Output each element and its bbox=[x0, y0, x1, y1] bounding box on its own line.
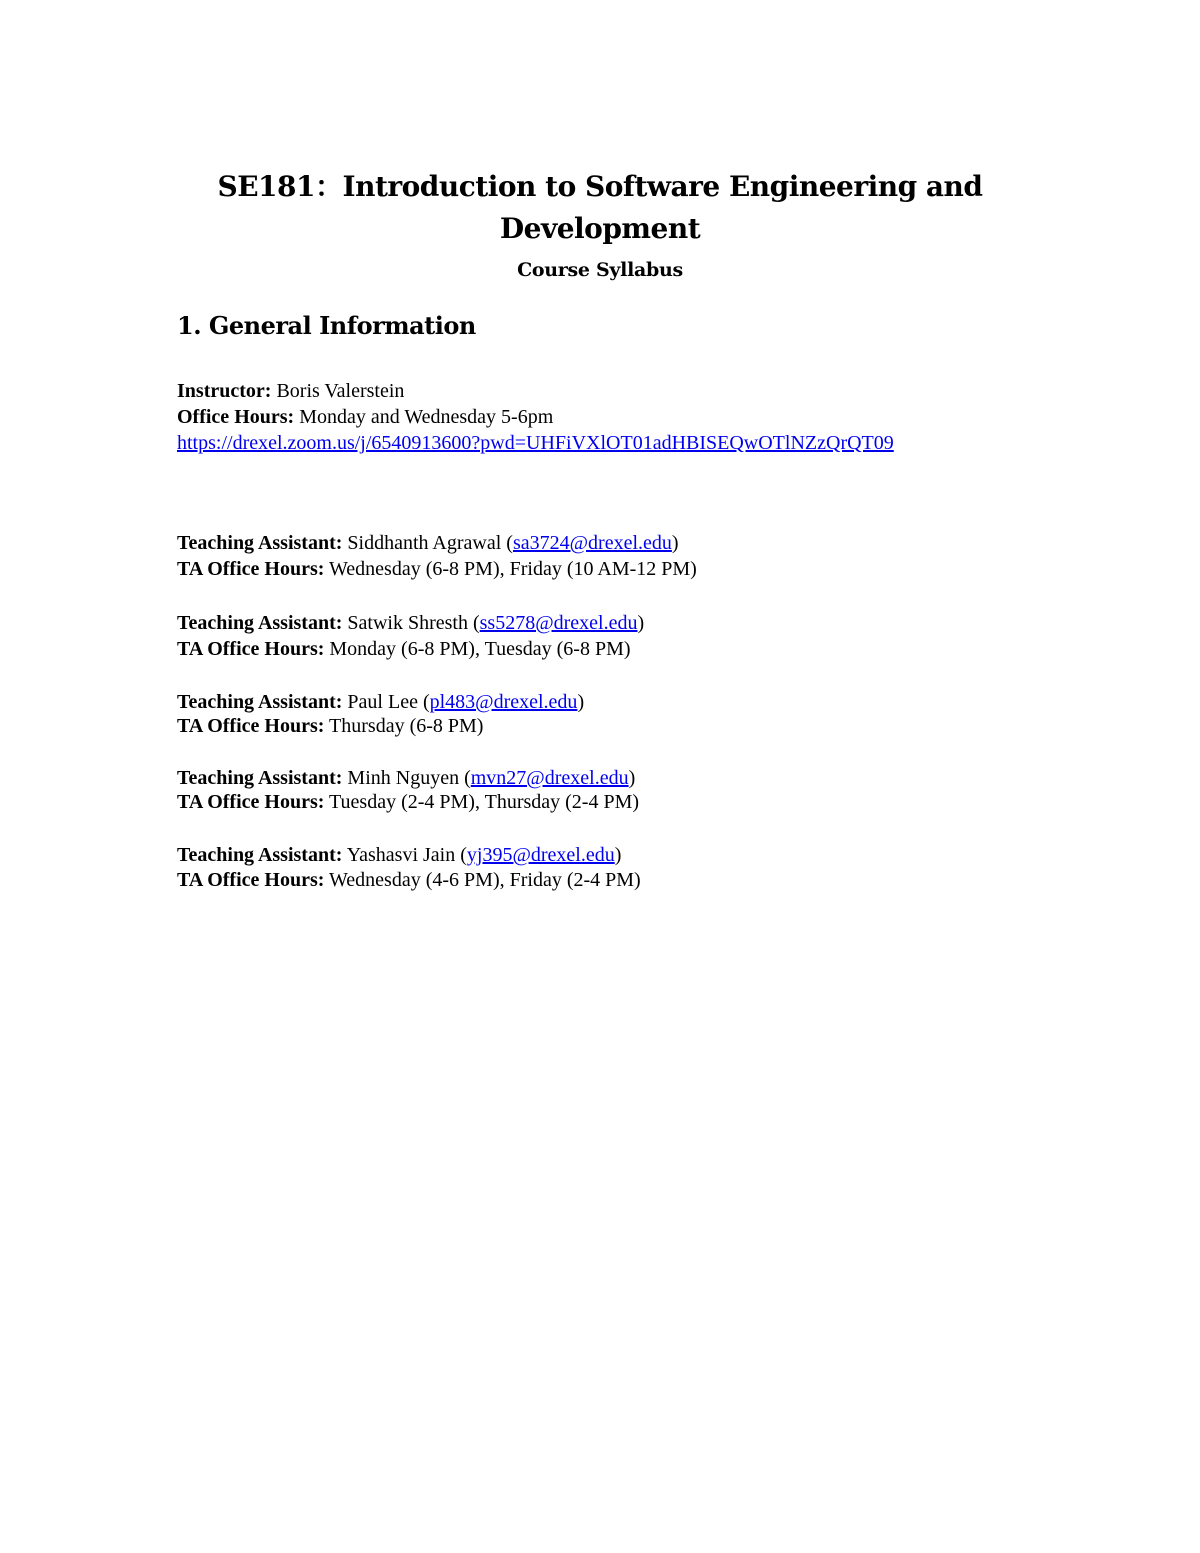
section-heading-general-information: 1. General Information bbox=[177, 311, 476, 340]
document-title-line-1: SE181：Introduction to Software Engineering and bbox=[217, 170, 983, 203]
ta-hours-value: Monday (6-8 PM), Tuesday (6-8 PM) bbox=[329, 638, 631, 660]
ta-line bbox=[177, 610, 644, 636]
office-hours-value: Monday and Wednesday 5-6pm bbox=[299, 406, 554, 428]
ta-hours-line bbox=[177, 867, 641, 893]
instructor-name: Boris Valerstein bbox=[276, 380, 405, 402]
ta-name: Minh Nguyen ( bbox=[347, 767, 471, 789]
ta-name: Yashasvi Jain ( bbox=[346, 844, 467, 866]
ta-name-suffix: ) bbox=[637, 612, 645, 634]
ta-name-suffix: ) bbox=[671, 532, 679, 554]
ta-email-link[interactable]: pl483@drexel.edu bbox=[429, 691, 578, 713]
ta-label: Teaching Assistant: bbox=[177, 532, 343, 554]
ta-email-link[interactable]: ss5278@drexel.edu bbox=[479, 612, 638, 634]
office-hours-label: Office Hours: bbox=[177, 406, 295, 428]
ta-hours-value: Tuesday (2-4 PM), Thursday (2-4 PM) bbox=[329, 791, 640, 813]
ta-hours-label: TA Office Hours: bbox=[177, 791, 325, 813]
ta-hours-line bbox=[177, 713, 483, 739]
instructor-office-hours-line bbox=[177, 404, 553, 430]
ta-email-link[interactable]: sa3724@drexel.edu bbox=[512, 532, 672, 554]
zoom-link[interactable]: https://drexel.zoom.us/j/6540913600?pwd=UHFiVXlOT01adHBISEQwOTlNZzQrQT09 bbox=[177, 432, 894, 454]
ta-hours-value: Wednesday (6-8 PM), Friday (10 AM-12 PM) bbox=[329, 558, 697, 580]
ta-name: Satwik Shresth ( bbox=[347, 612, 480, 634]
ta-line bbox=[177, 765, 635, 791]
ta-label: Teaching Assistant: bbox=[177, 612, 343, 634]
instructor-line bbox=[177, 378, 404, 404]
ta-email-link[interactable]: mvn27@drexel.edu bbox=[470, 767, 629, 789]
ta-label: Teaching Assistant: bbox=[177, 844, 343, 866]
ta-hours-value: Wednesday (4-6 PM), Friday (2-4 PM) bbox=[329, 869, 641, 891]
ta-email-link[interactable]: yj395@drexel.edu bbox=[466, 844, 615, 866]
ta-name: Paul Lee ( bbox=[347, 691, 430, 713]
ta-hours-label: TA Office Hours: bbox=[177, 638, 325, 660]
document-subtitle: Course Syllabus bbox=[517, 259, 683, 281]
ta-label: Teaching Assistant: bbox=[177, 691, 343, 713]
ta-hours-label: TA Office Hours: bbox=[177, 715, 325, 737]
ta-name-suffix: ) bbox=[614, 844, 622, 866]
ta-line bbox=[177, 689, 584, 715]
ta-hours-line bbox=[177, 636, 631, 662]
document-title-line-2: Development bbox=[499, 212, 701, 245]
ta-name-suffix: ) bbox=[628, 767, 636, 789]
zoom-link-line bbox=[177, 430, 894, 456]
ta-hours-value: Thursday (6-8 PM) bbox=[329, 715, 484, 737]
ta-label: Teaching Assistant: bbox=[177, 767, 343, 789]
ta-hours-line bbox=[177, 789, 639, 815]
instructor-label: Instructor: bbox=[177, 380, 272, 402]
ta-line bbox=[177, 530, 679, 556]
ta-name: Siddhanth Agrawal ( bbox=[342, 532, 513, 554]
ta-name-suffix: ) bbox=[577, 691, 585, 713]
ta-hours-line bbox=[177, 556, 697, 582]
ta-hours-label: TA Office Hours: bbox=[177, 558, 325, 580]
ta-line bbox=[177, 842, 621, 868]
ta-hours-label: TA Office Hours: bbox=[177, 869, 325, 891]
